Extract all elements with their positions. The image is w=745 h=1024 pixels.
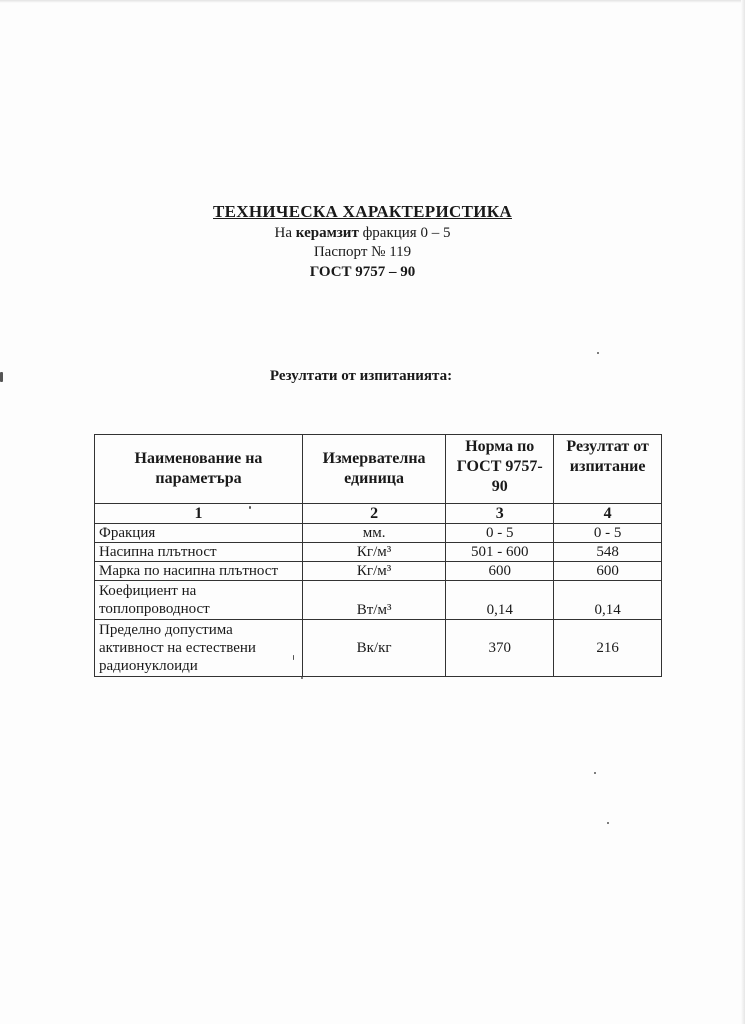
row-norm: 370 <box>446 620 554 677</box>
row-unit: мм. <box>302 524 445 543</box>
row-norm: 0,14 <box>446 581 554 620</box>
scan-speck <box>607 822 609 824</box>
row-result: 548 <box>554 543 662 562</box>
column-number: 3 <box>446 504 554 524</box>
row-unit: Вк/кг <box>302 620 445 677</box>
scan-speck <box>301 677 303 679</box>
row-parameter: Марка по насипна плътност <box>95 562 303 581</box>
row-unit: Кг/м³ <box>302 562 445 581</box>
scan-speck <box>594 772 596 774</box>
row-unit: Кг/м³ <box>302 543 445 562</box>
row-result: 0 - 5 <box>554 524 662 543</box>
spec-table <box>94 434 662 677</box>
row-parameter: Фракция <box>95 524 303 543</box>
column-number: 1 <box>95 504 303 524</box>
row-unit: Вт/м³ <box>302 581 445 620</box>
row-parameter: Пределно допустима активност на естествени радионуклоиди <box>95 620 303 677</box>
row-parameter: Насипна плътност <box>95 543 303 562</box>
header-parameter: Наименование на параметъра <box>95 435 303 504</box>
scan-speck <box>249 506 251 509</box>
table-row <box>95 543 662 562</box>
document-header <box>0 200 725 282</box>
row-norm: 600 <box>446 562 554 581</box>
header-result: Резултат от изпитание <box>554 435 662 504</box>
product-prefix: На <box>274 225 296 241</box>
table-row <box>95 524 662 543</box>
scan-speck <box>0 372 3 382</box>
table-row <box>95 581 662 620</box>
results-heading: Резултати от изпитанията: <box>269 368 453 384</box>
header-norm: Норма по ГОСТ 9757-90 <box>446 435 554 504</box>
header-row <box>95 435 662 504</box>
row-parameter: Коефициент на топлопроводност <box>95 581 303 620</box>
product-name: керамзит <box>295 225 359 241</box>
row-result: 600 <box>554 562 662 581</box>
scan-speck <box>597 352 599 354</box>
column-number: 2 <box>302 504 445 524</box>
passport-number: Паспорт № 119 <box>313 244 412 260</box>
document-title: ТЕХНИЧЕСКА ХАРАКТЕРИСТИКА <box>213 202 512 221</box>
product-line <box>0 224 725 243</box>
column-number: 4 <box>554 504 662 524</box>
table-row <box>95 562 662 581</box>
scan-speck <box>293 655 294 660</box>
column-number-row <box>95 504 662 524</box>
row-result: 216 <box>554 620 662 677</box>
page-edge-top <box>0 0 745 3</box>
product-suffix: фракция 0 – 5 <box>358 225 451 241</box>
header-unit: Измервателна единица <box>302 435 445 504</box>
gost-standard: ГОСТ 9757 – 90 <box>309 264 416 280</box>
table-row <box>95 620 662 677</box>
row-norm: 501 - 600 <box>446 543 554 562</box>
page-edge-right <box>741 0 745 1024</box>
row-result: 0,14 <box>554 581 662 620</box>
row-norm: 0 - 5 <box>446 524 554 543</box>
